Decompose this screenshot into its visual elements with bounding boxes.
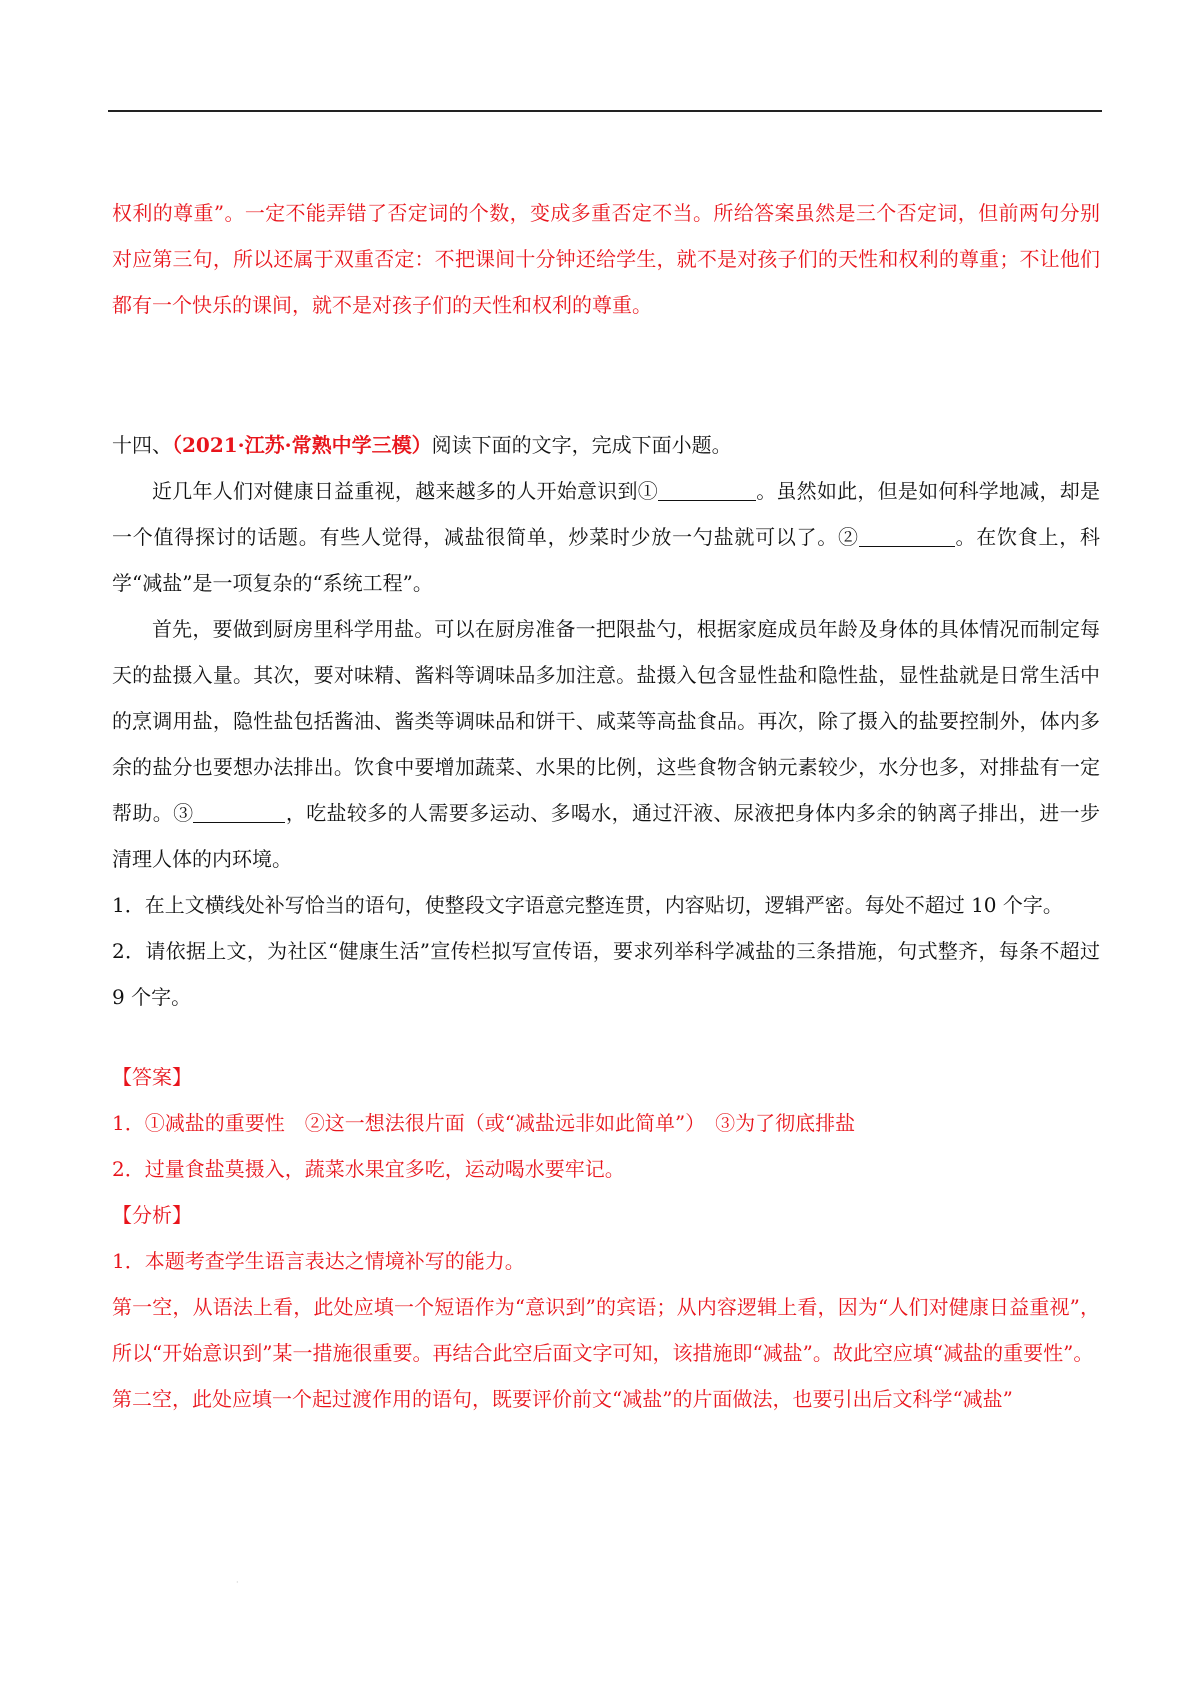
- analysis-line-1: 1．本题考查学生语言表达之情境补写的能力。: [112, 1249, 525, 1273]
- analysis-paragraph-1: 第一空，从语法上看，此处应填一个短语作为“意识到”的宾语；从内容逻辑上看，因为“人们对健康日益重视”，所以“开始意识到”某一措施很重要。再结合此空后面文字可知，该措施即“减盐”。故此空应填“减盐的重要性”。: [112, 1295, 1100, 1365]
- answer-line-2: 2．过量食盐莫摄入，蔬菜水果宜多吃，运动喝水要牢记。: [112, 1157, 625, 1181]
- blank-1: [658, 476, 756, 501]
- passage-text: 近几年人们对健康日益重视，越来越多的人开始意识到①: [152, 479, 658, 503]
- question-heading: [112, 422, 1100, 468]
- passage-paragraph-1: [112, 468, 1100, 606]
- blank-2: [859, 522, 955, 547]
- footer-mark: ·: [236, 1578, 239, 1587]
- sub-question-1: 1．在上文横线处补写恰当的语句，使整段文字语意完整连贯，内容贴切，逻辑严密。每处不超过 10 个字。: [112, 893, 1063, 917]
- question-number: 十四、: [112, 433, 172, 457]
- passage-text: 。虽然如此，但是如何科学地减，却是一个值得探讨的话题。有些人觉得，减盐很简单，炒菜时少放一勺盐就可以了。②: [112, 479, 1101, 549]
- analysis-paragraph-2: 第二空，此处应填一个起过渡作用的语句，既要评价前文“减盐”的片面做法，也要引出后文科学“减盐”: [112, 1387, 1013, 1411]
- answer-line-1: 1．①减盐的重要性 ②这一想法很片面（或“减盐远非如此简单”） ③为了彻底排盐: [112, 1111, 856, 1135]
- header-rule: [108, 110, 1102, 112]
- question-source: （2021·江苏·常熟中学三模）: [172, 433, 432, 457]
- analysis-heading: 【分析】: [112, 1203, 192, 1227]
- passage-text: 。在饮食上，科学“减盐”是一项复杂的“系统工程”。: [112, 525, 1101, 595]
- passage-paragraph-2: [112, 606, 1100, 882]
- answer-heading: 【答案】: [112, 1065, 192, 1089]
- blank-3: [193, 798, 285, 823]
- sub-question-2: 2．请依据上文，为社区“健康生活”宣传栏拟写宣传语，要求列举科学减盐的三条措施，句式整齐，每条不超过 9 个字。: [112, 939, 1100, 1009]
- document-body: [112, 190, 1100, 1422]
- passage-text: 首先，要做到厨房里科学用盐。可以在厨房准备一把限盐勺，根据家庭成员年龄及身体的具体情况而制定每天的盐摄入量。其次，要对味精、酱料等调味品多加注意。盐摄入包含显性盐和隐性盐，显性盐就是日常生活中的烹调用盐，隐性盐包括酱油、酱类等调味品和饼干、咸菜等高盐食品。再次，除了摄入的盐要控制外，体内多余的盐分也要想办法排出。饮食中要增加蔬菜、水果的比例，这些食物含钠元素较少，水分也多，对排盐有一定帮助。③: [112, 617, 1100, 825]
- question-instruction: 阅读下面的文字，完成下面小题。: [431, 433, 732, 457]
- previous-analysis-text: 权利的尊重”。一定不能弄错了否定词的个数，变成多重否定不当。所给答案虽然是三个否定词，但前两句分别对应第三句，所以还属于双重否定：不把课间十分钟还给学生，就不是对孩子们的天性和权利的尊重；不让他们都有一个快乐的课间，就不是对孩子们的天性和权利的尊重。: [112, 201, 1100, 317]
- passage-text: ，吃盐较多的人需要多运动、多喝水，通过汗液、尿液把身体内多余的钠离子排出，进一步清理人体的内环境。: [112, 801, 1101, 871]
